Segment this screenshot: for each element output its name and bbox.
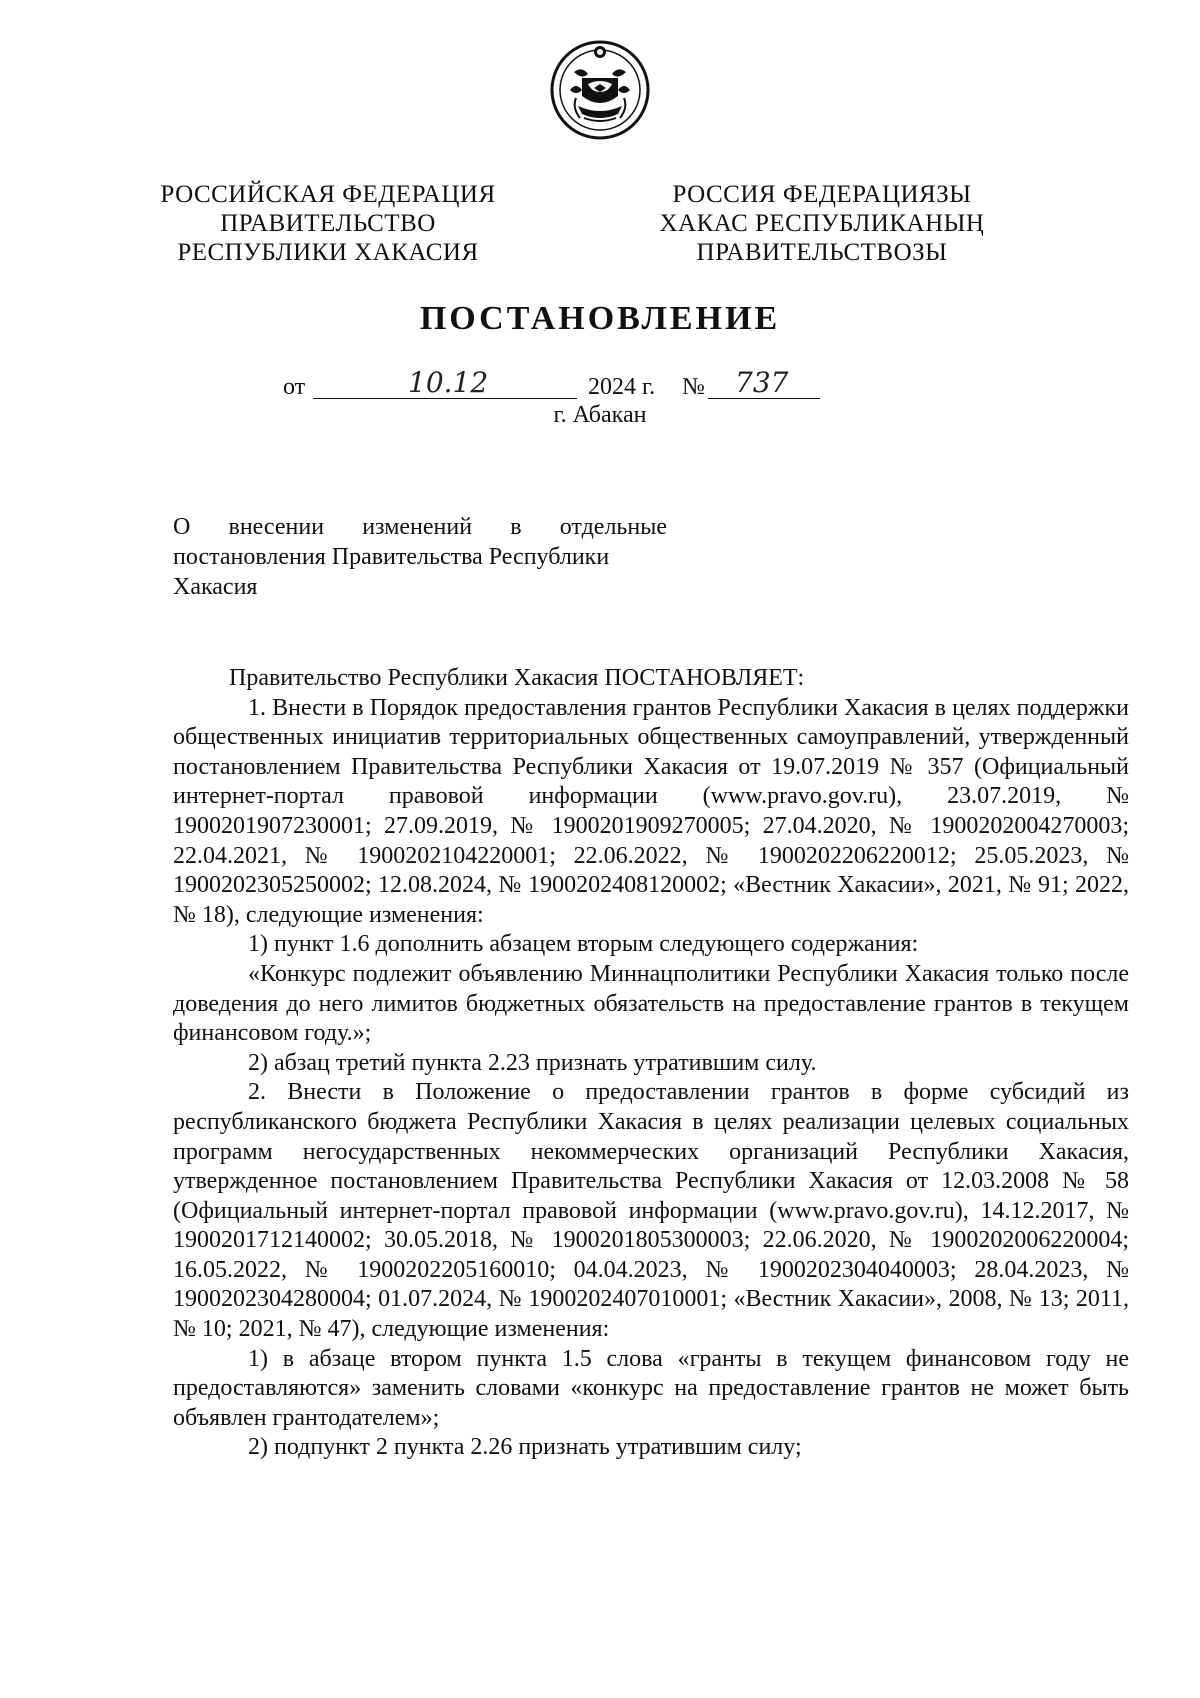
body-paragraph: 2. Внести в Положение о предоставлении грантов в форме субсидий из республиканского бюджета Республики Хакасия в целях реализации целевых социальных программ негосударственных некоммерческих организаций Республики Хакасия, утвержденное постановлением Правительства Республики Хакасия от 12.03.2008 № 58 (Официальный интернет-портал правовой информации (www.pravo.gov.ru), 14.12.2017, № 1900201712140002; 30.05.2018, № 1900201805300003; 22.06.2020, № 1900202006220004; 16.05.2022, № 1900202205160010; 04.04.2023, № 1900202304040003; 28.04.2023, № 1900202304280004; 01.07.2024, № 1900202407010001; «Вестник Хакасии», 2008, № 13; 2011, № 10; 2021, № 47), следующие изменения:: [173, 1079, 1129, 1343]
header-khakas: [612, 180, 1032, 267]
republic-of-khakassia-emblem-icon: [548, 38, 652, 142]
handwritten-date: 10.12: [408, 366, 489, 399]
body-paragraph: 2) подпункт 2 пункта 2.26 признать утратившим силу;: [248, 1434, 802, 1461]
city-line: г. Абакан: [553, 402, 647, 428]
header-line: РЕСПУБЛИКИ ХАКАСИЯ: [177, 239, 479, 266]
document-body: [173, 664, 1129, 1463]
document-subject: [173, 512, 667, 602]
year-label: 2024 г.: [588, 374, 656, 400]
header-line: РОССИЙСКАЯ ФЕДЕРАЦИЯ: [160, 181, 496, 208]
header-russian: [118, 180, 538, 267]
subject-line: О внесении изменений в отдельные: [173, 514, 667, 540]
subject-line: постановления Правительства Республики: [173, 544, 610, 570]
number-label: №: [682, 374, 705, 400]
body-paragraph: «Конкурс подлежит объявлению Миннацполитики Республики Хакасия только после доведения до него лимитов бюджетных обязательств на предоставление грантов в текущем финансовом году.»;: [173, 960, 1129, 1047]
subject-line: Хакасия: [173, 574, 258, 600]
document-title: ПОСТАНОВЛЕНИЕ: [419, 300, 781, 337]
body-paragraph: 1) в абзаце втором пункта 1.5 слова «гранты в текущем финансовом году не предоставляются» заменить словами «конкурс на предоставление грантов не может быть объявлен грантодателем»;: [173, 1345, 1129, 1431]
body-paragraph: 1. Внести в Порядок предоставления грантов Республики Хакасия в целях поддержки общественных инициатив территориальных общественных самоуправлений, утвержденный постановлением Правительства Республики Хакасия от 19.07.2019 № 357 (Официальный интернет-портал правовой информации (www.pravo.gov.ru), 23.07.2019, № 1900201907230001; 27.09.2019, № 1900201909270005; 27.04.2020, № 1900202004270003; 22.04.2021, № 1900202104220001; 22.06.2022, № 1900202206220012; 25.05.2023, № 1900202305250002; 12.08.2024, № 1900202408120002; «Вестник Хакасии», 2021, № 91; 2022, № 18), следующие изменения:: [173, 694, 1129, 928]
body-paragraph: 1) пункт 1.6 дополнить абзацем вторым следующего содержания:: [248, 931, 919, 958]
handwritten-number: 737: [735, 366, 789, 399]
preamble-paragraph: Правительство Республики Хакасия ПОСТАНОВЛЯЕТ:: [229, 665, 805, 691]
header-line: ПРАВИТЕЛЬСТВОЗЫ: [696, 239, 948, 266]
header-line: ПРАВИТЕЛЬСТВО: [220, 210, 436, 237]
from-label: от: [283, 374, 306, 400]
header-line: ХАКАС РЕСПУБЛИКАНЫҢ: [659, 210, 985, 237]
body-paragraph: 2) абзац третий пункта 2.23 признать утратившим силу.: [248, 1049, 817, 1076]
header-line: РОССИЯ ФЕДЕРАЦИЯЗЫ: [672, 181, 972, 208]
